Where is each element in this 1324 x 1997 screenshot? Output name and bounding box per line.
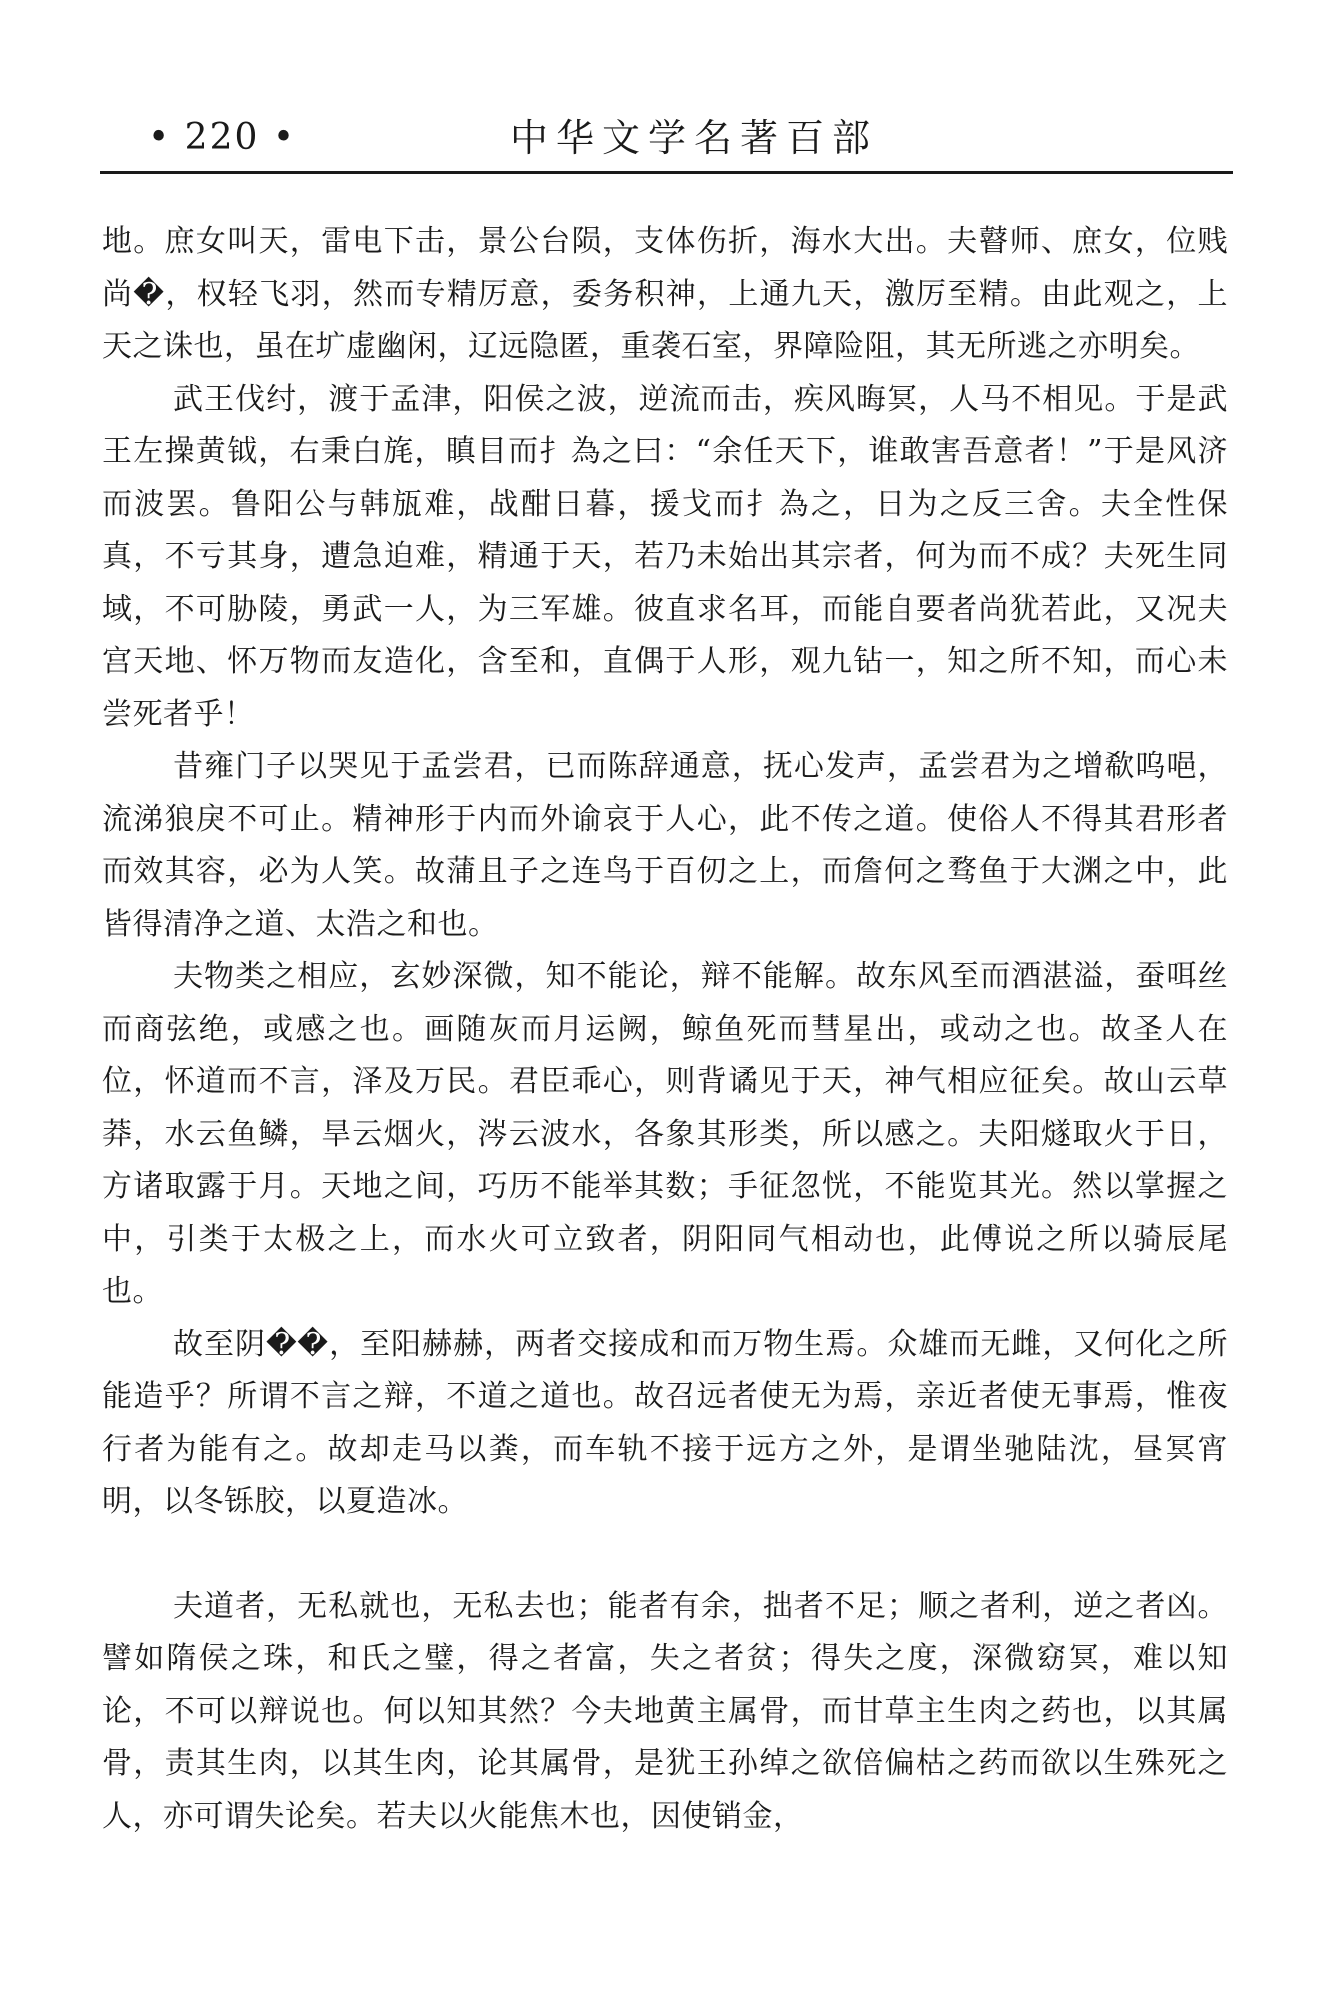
paragraph: 夫道者，无私就也，无私去也；能者有余，拙者不足；顺之者利，逆之者凶。譬如隋侯之珠，和氏之璧，得之者富，失之者贫；得失之度，深微窈冥，难以知论，不可以辩说也。何以知其然？今夫地黄主属骨，而甘草主生肉之药也，以其属骨，责其生肉，以其生肉，论其属骨，是犹王孙绰之欲倍偏枯之药而欲以生殊死之人，亦可谓失论矣。若夫以火能焦木也，因使销金， [102, 1588, 1228, 1834]
body-text [102, 216, 1228, 1843]
paragraph: 昔雍门子以哭见于孟尝君，已而陈辞通意，抚心发声，孟尝君为之增欷呜唈，流涕狼戾不可止。精神形于内而外谕哀于人心，此不传之道。使俗人不得其君形者而效其容，必为人笑。故蒲且子之连鸟于百仞之上，而詹何之骛鱼于大渊之中，此皆得清净之道、太浩之和也。 [102, 749, 1228, 942]
paragraph: 夫物类之相应，玄妙深微，知不能论，辩不能解。故东风至而酒湛溢，蚕咡丝而商弦绝，或感之也。画随灰而月运阙，鲸鱼死而彗星出，或动之也。故圣人在位，怀道而不言，泽及万民。君臣乖心，则背谲见于天，神气相应征矣。故山云草莽，水云鱼鳞，旱云烟火，涔云波水，各象其形类，所以感之。夫阳燧取火于日，方诸取露于月。天地之间，巧历不能举其数；手征忽恍，不能览其光。然以掌握之中，引类于太极之上，而水火可立致者，阴阳同气相动也，此傅说之所以骑辰尾也。 [102, 959, 1228, 1309]
running-header [100, 108, 1233, 168]
book-title: 中华文学名著百部 [510, 116, 879, 160]
header-rule [100, 171, 1233, 174]
page-number: • 220 • [148, 117, 297, 158]
section-gap [102, 1529, 1228, 1581]
paragraph: 故至阴��，至阳赫赫，两者交接成和而万物生焉。众雄而无雌，又何化之所能造乎？所谓不言之辩，不道之道也。故召远者使无为焉，亲近者使无事焉，惟夜行者为能有之。故却走马以粪，而车轨不接于远方之外，是谓坐驰陆沈，昼冥宵明，以冬铄胶，以夏造冰。 [102, 1326, 1228, 1519]
paragraph: 武王伐纣，渡于孟津，阳侯之波，逆流而击，疾风晦冥，人马不相见。于是武王左操黄钺，右秉白旄，瞋目而扌為之曰：“余任天下，谁敢害吾意者！”于是风济而波罢。鲁阳公与韩瓬难，战酣日暮，援戈而扌為之，日为之反三舍。夫全性保真，不亏其身，遭急迫难，精通于天，若乃未始出其宗者，何为而不成？夫死生同域，不可胁陵，勇武一人，为三军雄。彼直求名耳，而能自要者尚犹若此，又况夫宫天地、怀万物而友造化，含至和，直偶于人形，观九钻一，知之所不知，而心未尝死者乎！ [102, 381, 1228, 732]
paragraph-continued: 地。庶女叫天，雷电下击，景公台陨，支体伤折，海水大出。夫瞽师、庶女，位贱尚�，权轻飞羽，然而专精厉意，委务积神，上通九天，激厉至精。由此观之，上天之诛也，虽在圹虚幽闲，辽远隐匿，重袭石室，界障险阻，其无所逃之亦明矣。 [102, 224, 1228, 364]
